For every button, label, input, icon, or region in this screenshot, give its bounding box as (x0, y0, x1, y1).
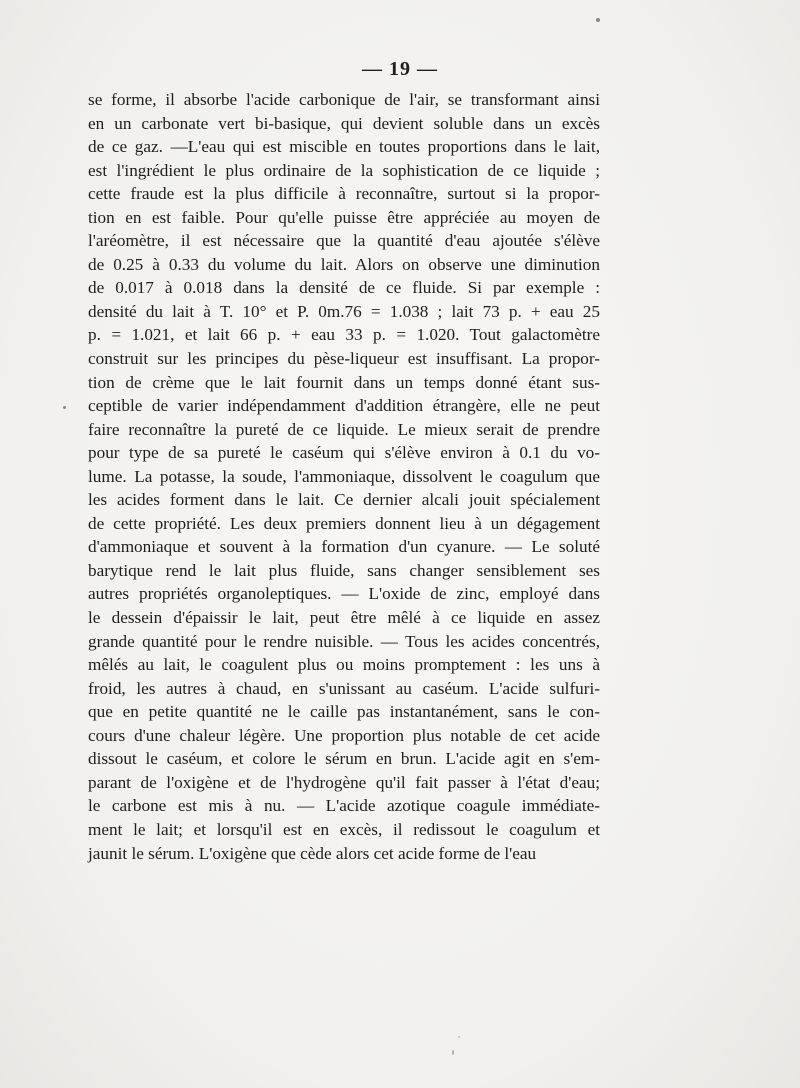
text-line: tion en est faible. Pour qu'elle puisse être appréciée au moyen de (88, 207, 600, 227)
text-line: jaunit le sérum. L'oxigène que cède alors cet acide forme de l'eau (88, 843, 537, 863)
text-line: faire reconnaître la pureté de ce liquide. Le mieux serait de prendre (88, 419, 600, 439)
text-line: dissout le caséum, et colore le sérum en brun. L'acide agit en s'em- (88, 749, 600, 769)
text-line: se forme, il absorbe l'acide carbonique de l'air, se transformant ainsi (88, 90, 600, 109)
text-line: de ce gaz. —L'eau qui est miscible en toutes proportions dans le lait, (88, 137, 600, 157)
text-line: mêlés au lait, le coagulent plus ou moins promptement : les uns à (88, 655, 600, 675)
ink-speck (452, 1050, 454, 1055)
text-line: les acides forment dans le lait. Ce dernier alcali jouit spécialement (88, 490, 600, 510)
text-line: lume. La potasse, la soude, l'ammoniaque, dissolvent le coagulum que (88, 466, 600, 486)
text-line: d'ammoniaque et souvent à la formation d'un cyanure. — Le soluté (88, 537, 600, 557)
text-line: est l'ingrédient le plus ordinaire de la sophistication de ce liquide ; (88, 160, 600, 180)
text-line: cette fraude est la plus difficile à reconnaître, surtout si la propor- (88, 184, 600, 204)
text-line: grande quantité pour le rendre nuisible. — Tous les acides concentrés, (88, 631, 600, 651)
text-line: pour type de sa pureté le caséum qui s'élève environ à 0.1 du vo- (88, 443, 600, 463)
ink-speck (458, 1036, 460, 1038)
text-line: l'aréomètre, il est nécessaire que la quantité d'eau ajoutée s'élève (88, 231, 600, 251)
text-line: de cette propriété. Les deux premiers donnent lieu à un dégagement (88, 513, 600, 533)
text-line: p. = 1.021, et lait 66 p. + eau 33 p. = 1.020. Tout galactomètre (88, 325, 600, 345)
text-line: parant de l'oxigène et de l'hydrogène qu'il fait passer à l'état d'eau; (88, 772, 600, 792)
ink-speck (63, 406, 66, 409)
text-line: barytique rend le lait plus fluide, sans changer sensiblement ses (88, 560, 600, 580)
page-number: — 19 — (362, 58, 438, 80)
text-line: froid, les autres à chaud, en s'unissant au caséum. L'acide sulfuri- (88, 678, 600, 698)
text-line: que en petite quantité ne le caille pas instantanément, sans le con- (88, 702, 600, 722)
text-line: de 0.25 à 0.33 du volume du lait. Alors on observe une diminution (88, 254, 600, 274)
text-line: tion de crème que le lait fournit dans un temps donné étant sus- (88, 372, 600, 392)
text-line: cours d'une chaleur légère. Une proportion plus notable de cet acide (88, 725, 600, 745)
text-line: construit sur les principes du pèse-liqueur est insuffisant. La propor- (88, 349, 600, 369)
text-line: ceptible de varier indépendamment d'addition étrangère, elle ne peut (88, 396, 600, 416)
text-line: autres propriétés organoleptiques. — L'oxide de zinc, employé dans (88, 584, 600, 604)
ink-speck (596, 18, 600, 22)
text-line: ment le lait; et lorsqu'il est en excès, il redissout le coagulum et (88, 819, 600, 839)
text-line: de 0.017 à 0.018 dans la densité de ce fluide. Si par exemple : (88, 278, 600, 298)
text-line: densité du lait à T. 10° et P. 0m.76 = 1.038 ; lait 73 p. + eau 25 (88, 301, 600, 321)
text-line: le dessein d'épaissir le lait, peut être mêlé à ce liquide en assez (88, 608, 600, 628)
body-text (88, 88, 600, 865)
text-line: en un carbonate vert bi-basique, qui devient soluble dans un excès (88, 113, 600, 133)
text-line: le carbone est mis à nu. — L'acide azotique coagule immédiate- (88, 796, 600, 816)
